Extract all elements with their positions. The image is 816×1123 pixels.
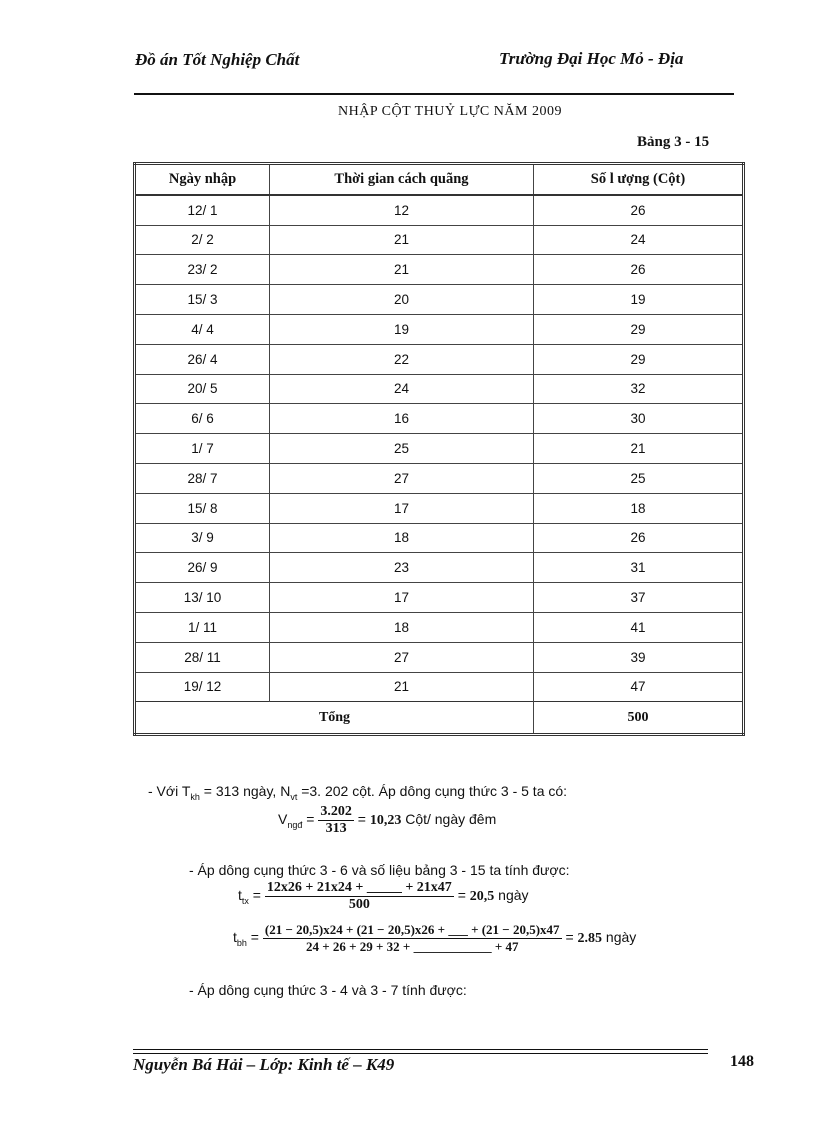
- cell-date: 15/ 8: [135, 493, 270, 523]
- table-title: NHẬP CỘT THUỶ LỰC NĂM 2009: [338, 104, 562, 119]
- total-label: Tổng: [135, 702, 534, 735]
- table-row: [135, 314, 744, 344]
- cell-quantity: 37: [534, 583, 744, 613]
- table-row: [135, 344, 744, 374]
- table-number: Bảng 3 - 15: [637, 134, 710, 150]
- cell-quantity: 29: [534, 314, 744, 344]
- footer-rule-bottom: [133, 1053, 708, 1054]
- col-header-date: Ngày nhập: [135, 164, 270, 195]
- footer-author: Nguyễn Bá Hải – Lớp: Kinh tế – K49: [133, 1055, 395, 1074]
- total-value: 500: [534, 702, 744, 735]
- cell-date: 28/ 11: [135, 642, 270, 672]
- cell-date: 20/ 5: [135, 374, 270, 404]
- page-number: 148: [730, 1053, 754, 1070]
- cell-quantity: 21: [534, 434, 744, 464]
- table-row: [135, 583, 744, 613]
- table-row: [135, 463, 744, 493]
- cell-interval: 21: [270, 672, 534, 702]
- col-header-quantity: Số l ượng (Cột): [534, 164, 744, 195]
- cell-date: 19/ 12: [135, 672, 270, 702]
- cell-date: 4/ 4: [135, 314, 270, 344]
- cell-date: 26/ 4: [135, 344, 270, 374]
- cell-interval: 16: [270, 404, 534, 434]
- table-row: [135, 404, 744, 434]
- table-row: [135, 612, 744, 642]
- cell-date: 3/ 9: [135, 523, 270, 553]
- footer-rule-top: [133, 1049, 708, 1050]
- cell-date: 15/ 3: [135, 285, 270, 315]
- col-header-interval: Thời gian cách quãng: [270, 164, 534, 195]
- cell-quantity: 18: [534, 493, 744, 523]
- formula-t-tx: $t_{tx}$ = $\frac{12x26 + 21x24 + \_\_\_\_\_ + 21x47}{500}$ = 20,5 ngày: [238, 880, 529, 912]
- cell-interval: 27: [270, 463, 534, 493]
- cell-quantity: 29: [534, 344, 744, 374]
- data-table: [133, 162, 745, 736]
- table-row: [135, 195, 744, 225]
- table-row: [135, 642, 744, 672]
- paragraph-line-2: - Áp dông cụng thức 3 - 6 và số liệu bảng 3 - 15 ta tính được:: [189, 862, 570, 878]
- cell-interval: 18: [270, 612, 534, 642]
- cell-date: 1/ 7: [135, 434, 270, 464]
- paragraph-line-1: - Với $T_{kh} = 313$ ngày, $N_{vt} =3$. 202 cột. Áp dông cụng thức 3 - 5 ta có:: [148, 783, 568, 802]
- cell-quantity: 39: [534, 642, 744, 672]
- cell-quantity: 24: [534, 225, 744, 255]
- cell-interval: 24: [270, 374, 534, 404]
- formula-t-bh: $t_{bh}$ = $\frac{(21 - 20,5)x24 + (21 - 20,5)x26 + \_\_\_ + (21 - 20,5)x47}{24 + 26 + 29 + 32 + \_\_\_\_\_\_\_\_\_\_\_\_ + 47}$ = 2.85 ngày: [233, 922, 637, 954]
- cell-date: 2/ 2: [135, 225, 270, 255]
- paragraph-line-3: - Áp dông cụng thức 3 - 4 và 3 - 7 tính được:: [189, 982, 467, 998]
- cell-date: 26/ 9: [135, 553, 270, 583]
- cell-date: 13/ 10: [135, 583, 270, 613]
- formula-v-ngd: $V_{ngđ}$ = $\frac{3.202}{313}$ = 10,23 Cột/ ngày đêm: [278, 804, 497, 836]
- table-row: [135, 672, 744, 702]
- table-row: [135, 285, 744, 315]
- cell-date: 28/ 7: [135, 463, 270, 493]
- header-left: Đồ án Tốt Nghiệp Chất: [135, 50, 300, 69]
- cell-interval: 25: [270, 434, 534, 464]
- cell-interval: 12: [270, 195, 534, 225]
- header-rule: [134, 93, 734, 95]
- header-right: Trường Đại Học Mỏ - Địa: [499, 49, 684, 68]
- cell-quantity: 47: [534, 672, 744, 702]
- cell-quantity: 26: [534, 255, 744, 285]
- table-row: [135, 553, 744, 583]
- cell-quantity: 31: [534, 553, 744, 583]
- cell-interval: 19: [270, 314, 534, 344]
- cell-interval: 17: [270, 493, 534, 523]
- cell-interval: 22: [270, 344, 534, 374]
- cell-interval: 27: [270, 642, 534, 672]
- cell-quantity: 25: [534, 463, 744, 493]
- cell-date: 12/ 1: [135, 195, 270, 225]
- cell-quantity: 30: [534, 404, 744, 434]
- cell-date: 6/ 6: [135, 404, 270, 434]
- cell-interval: 20: [270, 285, 534, 315]
- cell-date: 1/ 11: [135, 612, 270, 642]
- cell-quantity: 26: [534, 523, 744, 553]
- cell-date: 23/ 2: [135, 255, 270, 285]
- cell-quantity: 41: [534, 612, 744, 642]
- table-row: [135, 374, 744, 404]
- table-row: [135, 523, 744, 553]
- table-body: [135, 195, 744, 702]
- cell-quantity: 26: [534, 195, 744, 225]
- table-row: [135, 255, 744, 285]
- cell-interval: 23: [270, 553, 534, 583]
- cell-quantity: 32: [534, 374, 744, 404]
- table-row: [135, 225, 744, 255]
- cell-interval: 21: [270, 225, 534, 255]
- table-row: [135, 493, 744, 523]
- cell-interval: 18: [270, 523, 534, 553]
- table-row: [135, 434, 744, 464]
- cell-interval: 21: [270, 255, 534, 285]
- cell-quantity: 19: [534, 285, 744, 315]
- cell-interval: 17: [270, 583, 534, 613]
